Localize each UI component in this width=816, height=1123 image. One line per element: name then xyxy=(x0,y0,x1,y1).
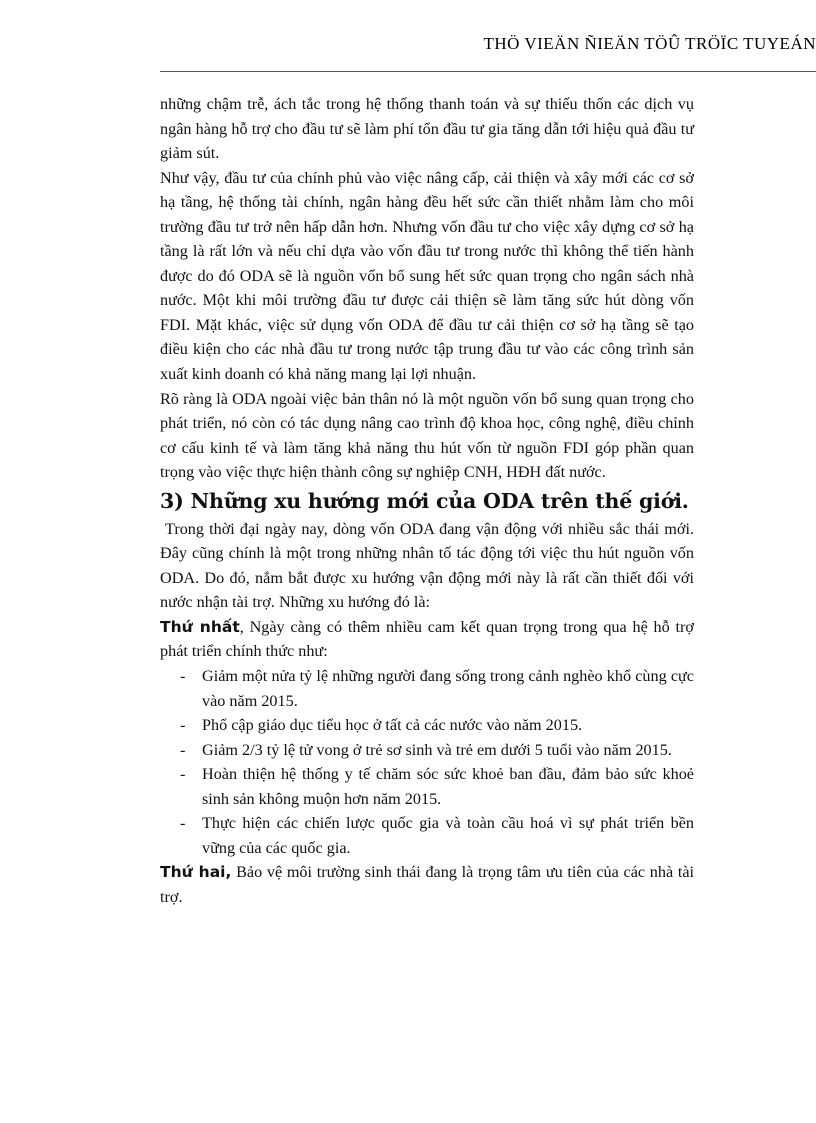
goal-list xyxy=(160,664,694,860)
paragraph-1: những chậm trễ, ách tắc trong hệ thống thanh toán và sự thiếu thốn các dịch vụ ngân hàng hỗ trợ cho đầu tư sẽ làm phí tổn đầu tư gia tăng dẫn tới hiệu quả đầu tư giảm sút. xyxy=(160,95,694,163)
header-rule xyxy=(160,71,816,72)
first-trend-text: , Ngày càng có thêm nhiều cam kết quan trọng trong qua hệ hỗ trợ phát triển chính thức như: xyxy=(160,617,694,661)
dash-marker: - xyxy=(180,814,186,833)
dash-marker: - xyxy=(180,716,186,735)
list-item: - Phổ cập giáo dục tiểu học ở tất cả các nước vào năm 2015. xyxy=(160,713,694,738)
dash-marker: - xyxy=(180,740,186,759)
paragraph-3: Rõ ràng là ODA ngoài việc bản thân nó là một nguồn vốn bổ sung quan trọng cho phát triển, nó còn có tác dụng nâng cao trình độ khoa học, công nghệ, điều chỉnh cơ cấu kinh tế và làm tăng khả năng thu hút vốn từ nguồn FDI góp phần quan trọng vào việc thực hiện thành công sự nghiệp CNH, HĐH đất nước. xyxy=(160,389,694,482)
paragraph-4: Trong thời đại ngày nay, dòng vốn ODA đang vận động với nhiều sắc thái mới. Đây cũng chính là một trong những nhân tố tác động tới việc thu hút nguồn vốn ODA. Do đó, nắm bắt được xu hướng vận động mới này là rất cần thiết đối với nước nhận tài trợ. Những xu hướng đó là: xyxy=(160,519,694,612)
second-trend-text: Bảo vệ môi trường sinh thái đang là trọng tâm ưu tiên của các nhà tài trợ. xyxy=(160,863,694,906)
running-header: THÖ VIEÄN ÑIEÄN TÖÛ TRÖÏC TUYEÁN xyxy=(483,34,816,53)
paragraph-second-trend xyxy=(160,860,694,909)
list-item: - Hoàn thiện hệ thống y tế chăm sóc sức khoẻ ban đầu, đảm bảo sức khoẻ sinh sản không muộn hơn năm 2015. xyxy=(160,762,694,811)
list-item: - Giảm một nửa tỷ lệ những người đang sống trong cảnh nghèo khổ cùng cực vào năm 2015. xyxy=(160,664,694,713)
dash-marker: - xyxy=(180,667,186,686)
paragraph-first-trend xyxy=(160,615,694,664)
first-trend-lead: Thứ nhất xyxy=(160,617,240,636)
list-item: - Thực hiện các chiến lược quốc gia và toàn cầu hoá vì sự phát triển bền vững của các quốc gia. xyxy=(160,811,694,860)
second-trend-lead: Thứ hai, xyxy=(160,863,232,882)
paragraph-2: Như vậy, đầu tư của chính phủ vào việc nâng cấp, cải thiện và xây mới các cơ sở hạ tầng, hệ thống tài chính, ngân hàng đều hết sức cần thiết nhằm làm cho môi trường đầu tư trở nên hấp dẫn hơn. Nhưng vốn đầu tư cho việc xây dựng cơ sở hạ tầng là rất lớn và nếu chỉ dựa vào vốn đầu tư trong nước thì không thể tiến hành được do đó ODA sẽ là nguồn vốn bổ sung hết sức quan trọng cho ngân sách nhà nước. Một khi môi trường đầu tư được cải thiện sẽ làm tăng sức hút dòng vốn FDI. Mặt khác, việc sử dụng vốn ODA để đầu tư cải thiện cơ sở hạ tầng sẽ tạo điều kiện cho các nhà đầu tư trong nước tập trung đầu tư vào các công trình sản xuất kinh doanh có khả năng mang lại lợi nhuận. xyxy=(160,168,694,384)
section-heading: 3) Những xu hướng mới của ODA trên thế giới. xyxy=(160,488,689,513)
dash-marker: - xyxy=(180,765,186,784)
page-body xyxy=(160,92,694,910)
list-item: - Giảm 2/3 tỷ lệ tử vong ở trẻ sơ sinh và trẻ em dưới 5 tuổi vào năm 2015. xyxy=(160,738,694,763)
